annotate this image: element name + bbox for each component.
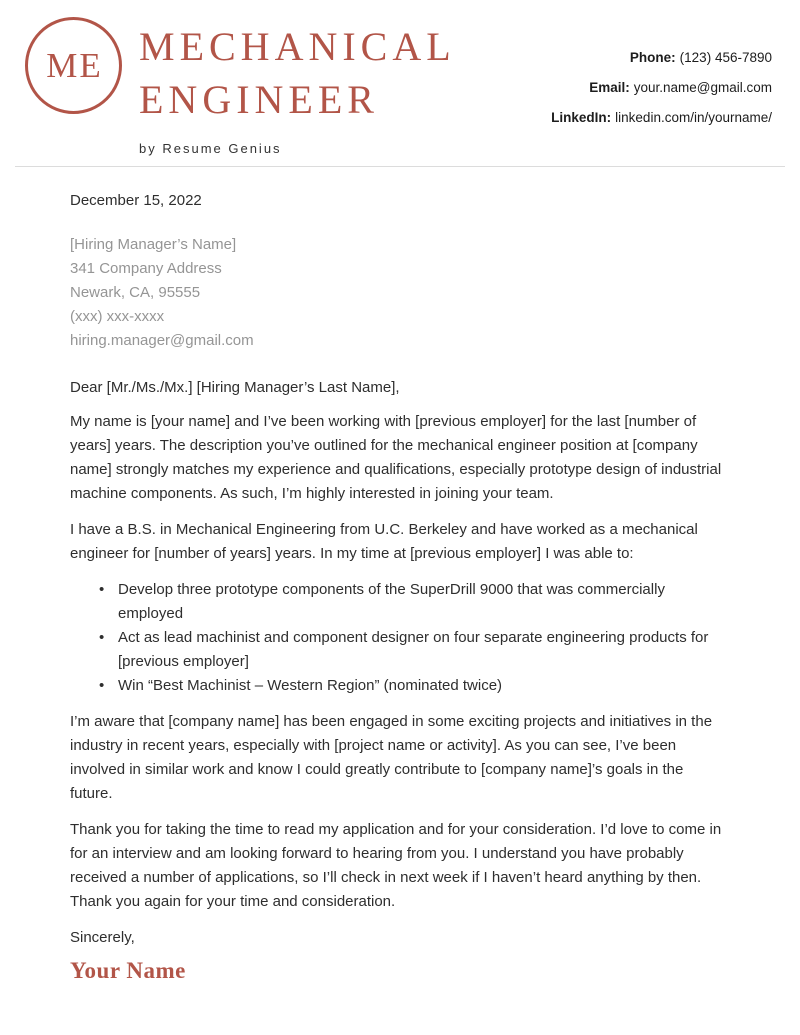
letter-body [0,167,800,983]
title-block [139,20,456,156]
byline: by Resume Genius [139,141,282,156]
recipient-email: hiring.manager@gmail.com [70,332,254,349]
phone-label: Phone: [629,50,676,65]
recipient-block [70,233,730,353]
contact-phone [551,50,772,66]
signoff: Sincerely, [70,929,135,946]
achievement-list [70,578,730,698]
contact-email [551,80,772,96]
paragraph-thanks: Thank you for taking the time to read my application and for your consideration. I’d love to come in for an interview and am looking forward to hearing from you. I understand you have probably received a number of applications, so I’ll check in next week if I haven’t heard anything by then. Thank you again for your time and consideration. [70,821,722,910]
monogram-logo [25,17,122,114]
paragraph-intro: My name is [your name] and I’ve been working with [previous employer] for the last [number of years] years. The description you’ve outlined for the mechanical engineer position at [company name] strongly matches my experience and qualifications, especially prototype design of industrial machine components. As such, I’m highly interested in joining your team. [70,413,722,502]
title-line-1: MECHANICAL [139,24,456,69]
page-title [139,20,456,126]
greeting: Dear [Mr./Ms./Mx.] [Hiring Manager’s Last Name], [70,379,400,396]
letter-date: December 15, 2022 [70,192,202,209]
recipient-name: [Hiring Manager’s Name] [70,236,237,253]
list-item: • Develop three prototype components of the SuperDrill 9000 that was commercially employed [70,578,730,626]
phone-value: (123) 456-7890 [679,50,772,65]
recipient-phone: (xxx) xxx-xxxx [70,308,165,325]
signature-name: Your Name [70,958,186,983]
linkedin-value: linkedin.com/in/yourname/ [615,110,772,125]
list-item: • Act as lead machinist and component designer on four separate engineering products for [previous employer] [70,626,730,674]
contact-info [551,50,772,140]
list-item: • Win “Best Machinist – Western Region” (nominated twice) [70,674,730,698]
logo-initials: ME [46,45,103,85]
recipient-city: Newark, CA, 95555 [70,284,201,301]
contact-linkedin [551,110,772,126]
email-value: your.name@gmail.com [633,80,772,95]
letter-header [0,0,800,166]
linkedin-label: LinkedIn: [551,110,612,125]
title-line-2: ENGINEER [139,77,379,122]
recipient-address: 341 Company Address [70,260,222,277]
email-label: Email: [589,80,630,95]
paragraph-experience: I have a B.S. in Mechanical Engineering from U.C. Berkeley and have worked as a mechanical engineer for [number of years] years. In my time at [previous employer] I was able to: [70,521,698,562]
paragraph-company: I’m aware that [company name] has been engaged in some exciting projects and initiatives in the industry in recent years, especially with [project name or activity]. As you can see, I’ve been involved in similar work and know I could greatly contribute to [company name]’s goals in the future. [70,713,713,802]
